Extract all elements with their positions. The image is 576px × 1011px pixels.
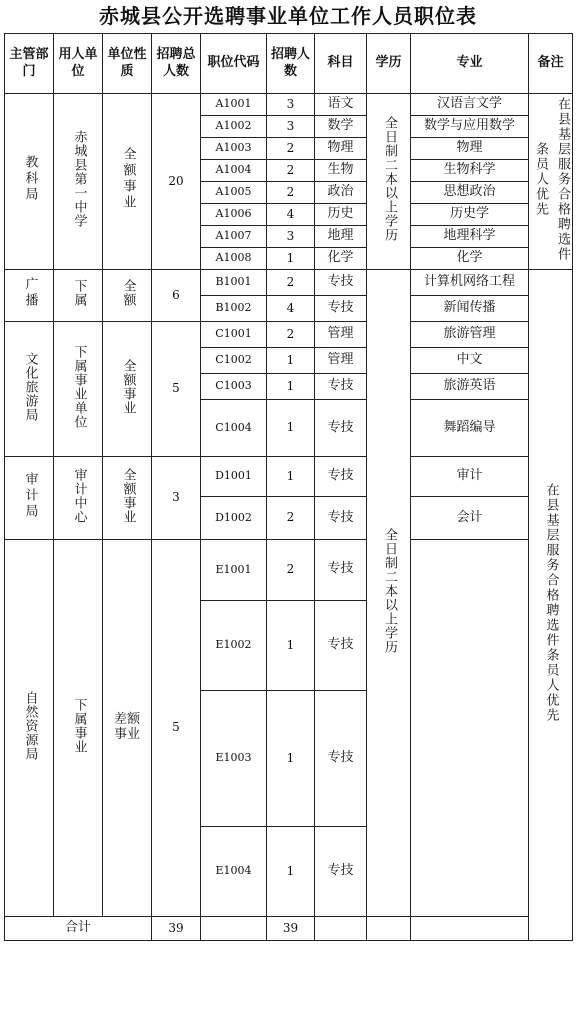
count-cell: 2	[267, 540, 315, 601]
total-cell: 20	[152, 94, 201, 270]
nature-cell	[103, 540, 152, 917]
count-cell: 1	[267, 600, 315, 691]
subject-cell: 专技	[315, 691, 367, 826]
major-cell: 计算机网络工程	[411, 270, 529, 296]
major-cell: 思想政治	[411, 182, 529, 204]
subject-cell: 物理	[315, 138, 367, 160]
total-cell: 5	[152, 322, 201, 457]
code-cell: A1003	[201, 138, 267, 160]
code-cell: A1007	[201, 226, 267, 248]
unit-cell	[54, 94, 103, 270]
major-cell: 新闻传播	[411, 296, 529, 322]
code-cell: E1001	[201, 540, 267, 601]
unit-text: 下属	[71, 279, 87, 308]
subject-cell: 政治	[315, 182, 367, 204]
code-cell: D1001	[201, 457, 267, 497]
subject-cell: 专技	[315, 374, 367, 400]
header-note: 备注	[529, 34, 573, 94]
unit-text: 赤城县第一中学	[71, 130, 87, 229]
dept-cell	[5, 540, 54, 917]
nature-text: 全额事业	[120, 467, 136, 524]
header-edu: 学历	[367, 34, 411, 94]
dept-cell	[5, 322, 54, 457]
subject-cell: 化学	[315, 248, 367, 270]
footer-row	[5, 917, 573, 941]
count-cell: 2	[267, 322, 315, 348]
header-code: 职位代码	[201, 34, 267, 94]
note-cell	[529, 94, 573, 270]
unit-text: 下属事业	[71, 697, 87, 754]
note-text: 在县基层服务合格聘选件条员人优先	[533, 96, 570, 262]
dept-text: 教科局	[22, 155, 38, 204]
count-cell: 1	[267, 457, 315, 497]
subject-cell: 数学	[315, 116, 367, 138]
nature-cell	[103, 322, 152, 457]
unit-cell	[54, 322, 103, 457]
subject-cell: 专技	[315, 600, 367, 691]
nature-text: 全额	[120, 279, 136, 308]
unit-text: 下属事业单位	[71, 344, 87, 429]
dept-text: 广播	[22, 277, 38, 310]
code-cell: E1002	[201, 600, 267, 691]
major-cell: 会计	[411, 497, 529, 540]
footer-empty	[315, 917, 367, 941]
table-row	[5, 540, 573, 601]
edu-text: 全日制二本以上学历	[381, 116, 397, 243]
header-row	[5, 34, 573, 94]
code-cell: E1004	[201, 826, 267, 917]
count-cell: 1	[267, 400, 315, 457]
footer-empty	[367, 917, 411, 941]
edu-text: 全日制二本以上学历	[381, 527, 397, 654]
header-total: 招聘总人数	[152, 34, 201, 94]
major-cell: 数学与应用数学	[411, 116, 529, 138]
unit-cell	[54, 457, 103, 540]
count-cell: 1	[267, 248, 315, 270]
position-table	[4, 33, 573, 941]
note-text: 在县基层服务合格聘选件条员人优先	[543, 482, 559, 723]
nature-text: 全额事业	[120, 358, 136, 415]
edu-cell	[367, 94, 411, 270]
header-nature: 单位性质	[103, 34, 152, 94]
total-cell: 6	[152, 270, 201, 322]
header-subject: 科目	[315, 34, 367, 94]
major-cell: 地理科学	[411, 226, 529, 248]
count-cell: 1	[267, 348, 315, 374]
dept-cell	[5, 457, 54, 540]
count-cell: 1	[267, 826, 315, 917]
header-dept: 主管部门	[5, 34, 54, 94]
footer-total: 39	[152, 917, 201, 941]
subject-cell: 语文	[315, 94, 367, 116]
code-cell: C1002	[201, 348, 267, 374]
nature-cell	[103, 94, 152, 270]
page-title: 赤城县公开选聘事业单位工作人员职位表	[99, 4, 477, 28]
code-cell: A1005	[201, 182, 267, 204]
subject-cell: 管理	[315, 348, 367, 374]
header-major: 专业	[411, 34, 529, 94]
footer-empty	[201, 917, 267, 941]
code-cell: A1006	[201, 204, 267, 226]
table-row	[5, 322, 573, 348]
footer-empty	[411, 917, 529, 941]
code-cell: A1002	[201, 116, 267, 138]
dept-text: 文化旅游局	[22, 351, 38, 422]
dept-text: 自然资源局	[22, 690, 38, 761]
major-cell: 中文	[411, 348, 529, 374]
major-cell: 物理	[411, 138, 529, 160]
subject-cell: 专技	[315, 826, 367, 917]
major-cell: 旅游管理	[411, 322, 529, 348]
unit-text: 审计中心	[71, 467, 87, 524]
footer-label: 合计	[5, 917, 152, 941]
code-cell: A1008	[201, 248, 267, 270]
table-row	[5, 270, 573, 296]
nature-text: 差额事业	[113, 712, 140, 743]
count-cell: 2	[267, 160, 315, 182]
code-cell: C1003	[201, 374, 267, 400]
total-cell: 3	[152, 457, 201, 540]
count-cell: 1	[267, 374, 315, 400]
major-cell: 生物科学	[411, 160, 529, 182]
header-count: 招聘人数	[267, 34, 315, 94]
count-cell: 4	[267, 204, 315, 226]
dept-cell	[5, 94, 54, 270]
edu-cell-empty	[411, 540, 529, 917]
subject-cell: 管理	[315, 322, 367, 348]
code-cell: C1001	[201, 322, 267, 348]
nature-cell	[103, 457, 152, 540]
major-cell: 化学	[411, 248, 529, 270]
count-cell: 2	[267, 497, 315, 540]
count-cell: 3	[267, 94, 315, 116]
subject-cell: 地理	[315, 226, 367, 248]
subject-cell: 专技	[315, 270, 367, 296]
subject-cell: 专技	[315, 497, 367, 540]
count-cell: 2	[267, 270, 315, 296]
code-cell: A1004	[201, 160, 267, 182]
code-cell: A1001	[201, 94, 267, 116]
subject-cell: 历史	[315, 204, 367, 226]
subject-cell: 专技	[315, 540, 367, 601]
count-cell: 3	[267, 226, 315, 248]
code-cell: E1003	[201, 691, 267, 826]
table-row	[5, 457, 573, 497]
count-cell: 1	[267, 691, 315, 826]
subject-cell: 专技	[315, 400, 367, 457]
count-cell: 3	[267, 116, 315, 138]
note-cell	[529, 270, 573, 941]
nature-cell	[103, 270, 152, 322]
unit-cell	[54, 270, 103, 322]
count-cell: 4	[267, 296, 315, 322]
nature-text: 全额事业	[120, 147, 136, 212]
count-cell: 2	[267, 138, 315, 160]
subject-cell: 生物	[315, 160, 367, 182]
subject-cell: 专技	[315, 457, 367, 497]
unit-cell	[54, 540, 103, 917]
total-cell: 5	[152, 540, 201, 917]
table-row	[5, 94, 573, 116]
major-cell: 历史学	[411, 204, 529, 226]
major-cell: 舞蹈编导	[411, 400, 529, 457]
major-cell: 审计	[411, 457, 529, 497]
code-cell: C1004	[201, 400, 267, 457]
header-unit: 用人单位	[54, 34, 103, 94]
code-cell: B1001	[201, 270, 267, 296]
code-cell: D1002	[201, 497, 267, 540]
subject-cell: 专技	[315, 296, 367, 322]
footer-count: 39	[267, 917, 315, 941]
dept-cell	[5, 270, 54, 322]
code-cell: B1002	[201, 296, 267, 322]
edu-cell	[367, 270, 411, 917]
major-cell: 汉语言文学	[411, 94, 529, 116]
count-cell: 2	[267, 182, 315, 204]
dept-text: 审计局	[22, 471, 38, 520]
major-cell: 旅游英语	[411, 374, 529, 400]
